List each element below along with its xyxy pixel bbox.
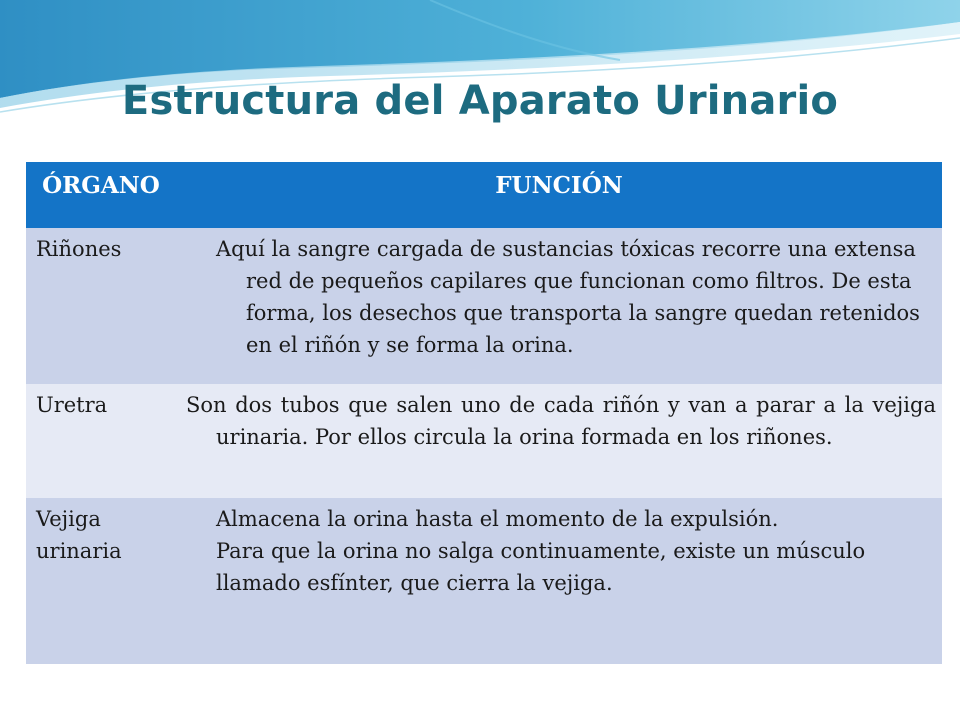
organ-cell: Vejiga urinaria: [26, 498, 176, 664]
function-text: Son dos tubos que salen uno de cada riñón y van a parar a la vejiga urinaria. Por ellos circula la orina formada en los riñones.: [186, 393, 936, 449]
organ-cell: Uretra: [26, 384, 176, 498]
header-function: FUNCIÓN: [176, 162, 942, 228]
function-text-line-1: Almacena la orina hasta el momento de la expulsión.: [216, 507, 779, 531]
function-cell: [176, 498, 942, 664]
function-text: Aquí la sangre cargada de sustancias tóxicas recorre una extensa red de pequeños capilares que funcionan como filtros. De esta forma, los desechos que transporta la sangre quedan retenidos en el riñón y se forma la orina.: [216, 237, 920, 357]
header-organ: ÓRGANO: [26, 162, 176, 228]
function-text-line-2: Para que la orina no salga continuamente, existe un músculo llamado esfínter, que cierra la vejiga.: [216, 538, 866, 595]
function-cell: [176, 228, 942, 384]
function-cell: [176, 384, 942, 498]
table-row: [26, 228, 942, 384]
table-header-row: [26, 162, 942, 228]
table-row: [26, 498, 942, 664]
organ-cell: Riñones: [26, 228, 176, 384]
organ-function-table: [26, 162, 942, 664]
table-row: [26, 384, 942, 498]
slide-title: Estructura del Aparato Urinario: [121, 78, 839, 124]
